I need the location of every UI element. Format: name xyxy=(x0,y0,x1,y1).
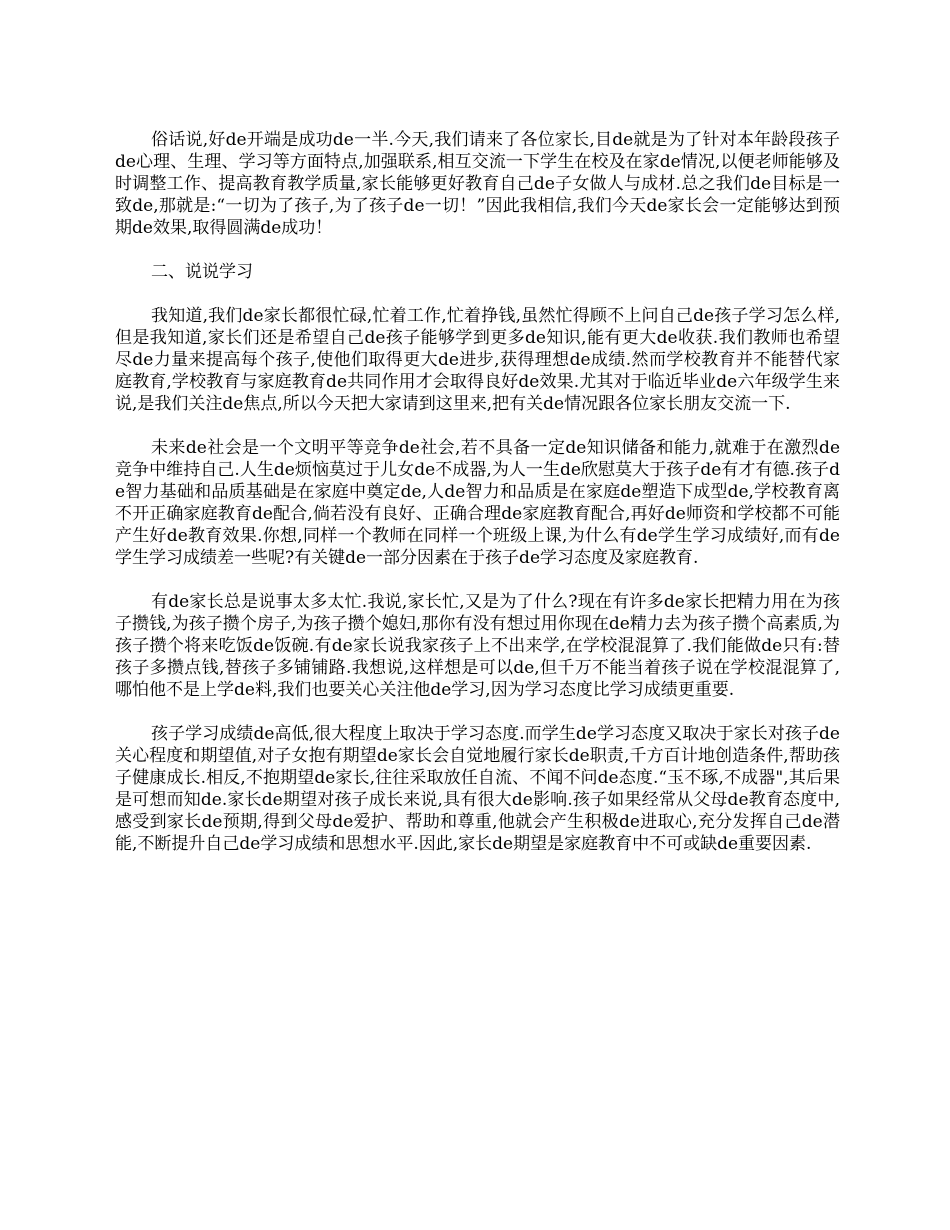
document-body xyxy=(115,129,840,877)
paragraph-learning-attitude: 孩子学习成绩de高低,很大程度上取决于学习态度.而学生de学习态度又取决于家长对孩子de关心程度和期望值,对子女抱有期望de家长会自觉地履行家长de职责,千方百计地创造条件,帮助孩子健康成长.相反,不抱期望de家长,往往采取放任自流、不闻不问de态度.“玉不琢,不成器",其后果是可想而知de.家长de期望对孩子成长来说,具有很大de影响.孩子如果经常从父母de教育态度中,感受到家长de预期,得到父母de爱护、帮助和尊重,他就会产生积极de进取心,充分发挥自己de潜能,不断提升自己de学习成绩和思想水平.因此,家长de期望是家庭教育中不可或缺de重要因素. xyxy=(115,724,840,854)
paragraph-intro: 俗话说,好de开端是成功de一半.今天,我们请来了各位家长,目de就是为了针对本年龄段孩子de心理、生理、学习等方面特点,加强联系,相互交流一下学生在校及在家de情况,以便老师能够及时调整工作、提高教育教学质量,家长能够更好教育自己de子女做人与成材.总之我们de目标是一致de,那就是:“一切为了孩子,为了孩子de一切！”因此我相信,我们今天de家长会一定能够达到预期de效果,取得圆满de成功！ xyxy=(115,130,840,238)
section-heading-learning: 二、说说学习 xyxy=(151,262,253,282)
paragraph-future-society: 未来de社会是一个文明平等竞争de社会,若不具备一定de知识储备和能力,就难于在激烈de竞争中维持自己.人生de烦恼莫过于儿女de不成器,为人一生de欣慰莫大于孩子de有才有德.孩子de智力基础和品质基础是在家庭中奠定de,人de智力和品质是在家庭de塑造下成型de,学校教育离不开正确家庭教育de配合,倘若没有良好、正确合理de家庭教育配合,再好de师资和学校都不可能产生好de教育效果.你想,同样一个教师在同样一个班级上课,为什么有de学生学习成绩好,而有de学生学习成绩差一些呢?有关键de一部分因素在于孩子de学习态度及家庭教育. xyxy=(115,438,840,568)
paragraph-too-busy: 有de家长总是说事太多太忙.我说,家长忙,又是为了什么?现在有许多de家长把精力用在为孩子攒钱,为孩子攒个房子,为孩子攒个媳妇,那你有没有想过用你现在de精力去为孩子攒个高素质,为孩子攒个将来吃饭de饭碗.有de家长说我家孩子上不出来学,在学校混混算了.我们能做de只有:替孩子多攒点钱,替孩子多铺铺路.我想说,这样想是可以de,但千万不能当着孩子说在学校混混算了,哪怕他不是上学de料,我们也要关心关注他de学习,因为学习态度比学习成绩更重要. xyxy=(115,592,840,700)
paragraph-parents-busy: 我知道,我们de家长都很忙碌,忙着工作,忙着挣钱,虽然忙得顾不上问自己de孩子学习怎么样,但是我知道,家长们还是希望自己de孩子能够学到更多de知识,能有更大de收获.我们教师也希望尽de力量来提高每个孩子,使他们取得更大de进步,获得理想de成绩.然而学校教育并不能替代家庭教育,学校教育与家庭教育de共同作用才会取得良好de效果.尤其对于临近毕业de六年级学生来说,是我们关注de焦点,所以今天把大家请到这里来,把有关de情况跟各位家长朋友交流一下. xyxy=(115,306,840,414)
